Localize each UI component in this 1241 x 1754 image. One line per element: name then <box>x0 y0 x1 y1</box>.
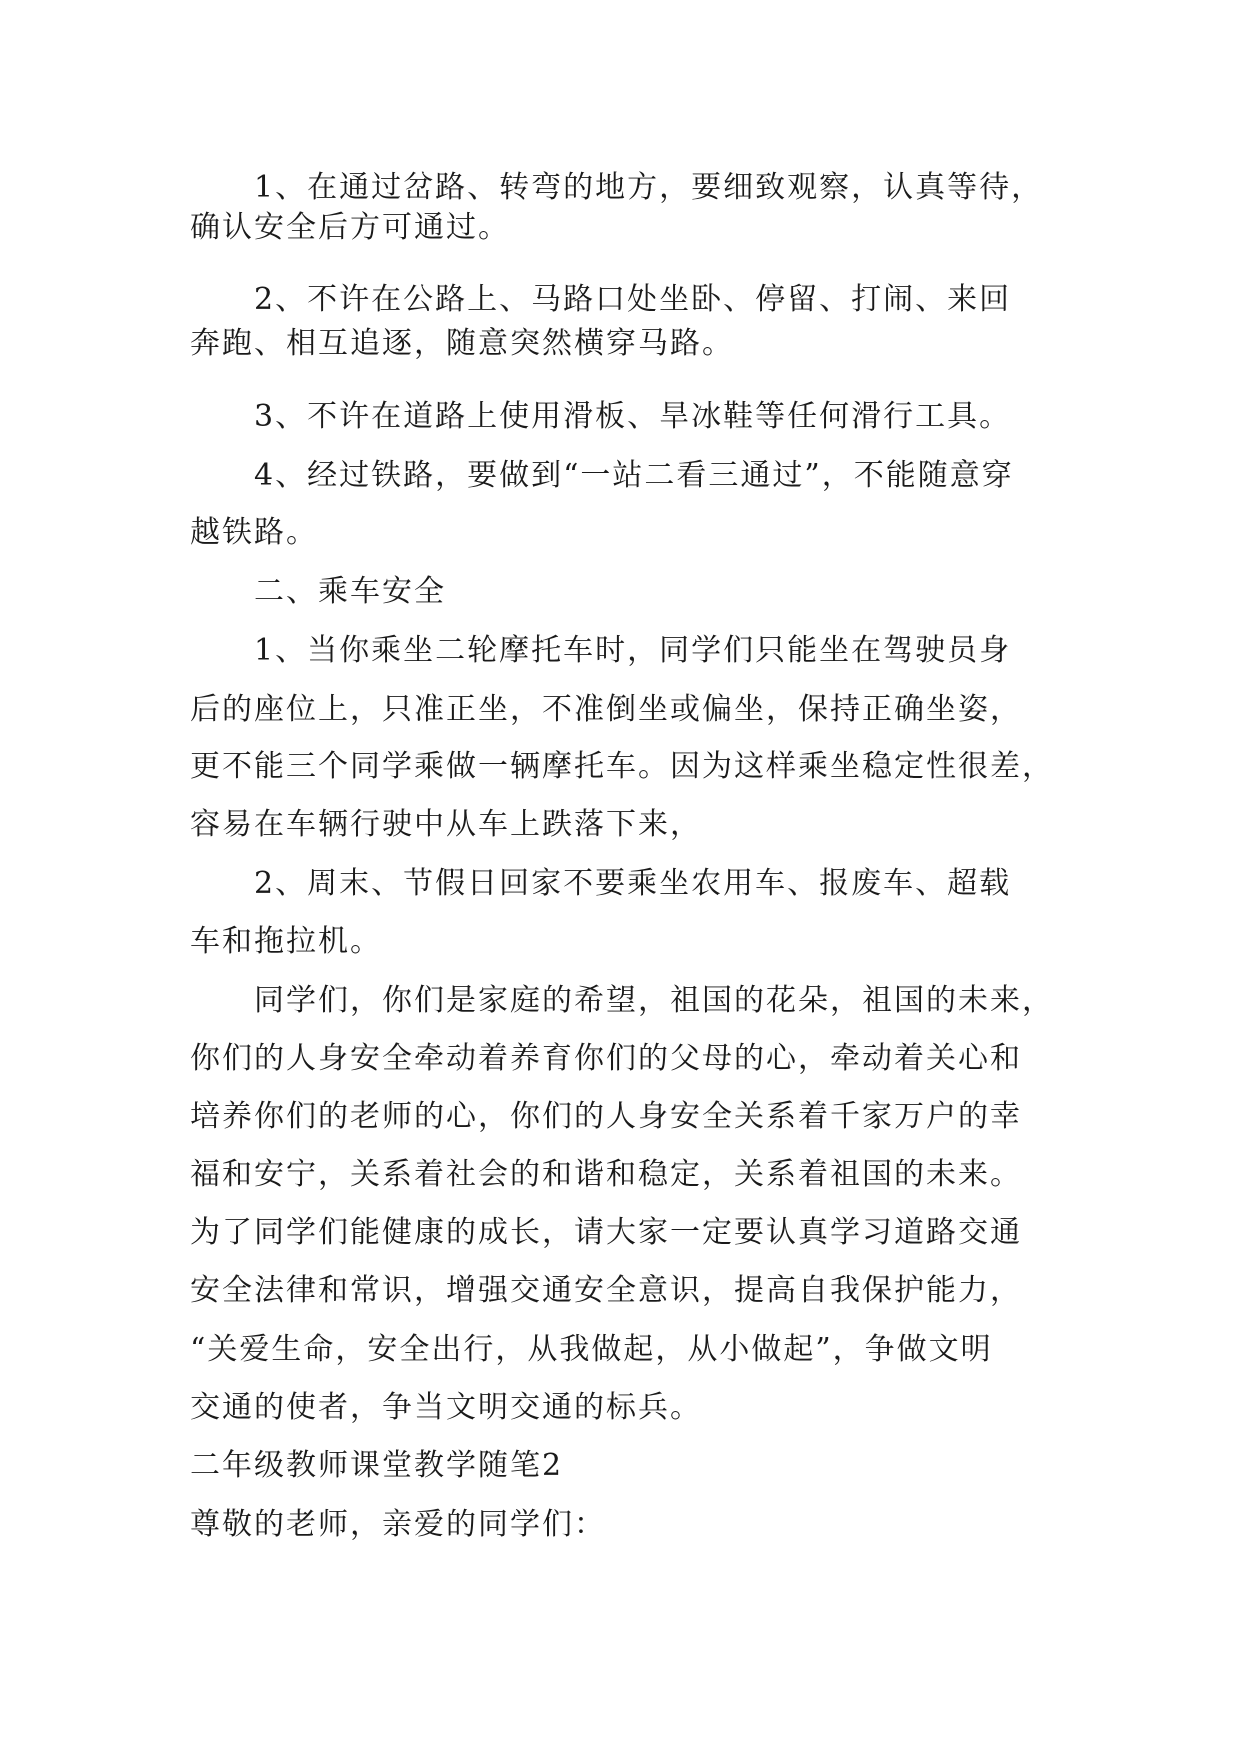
paragraph-line: 后的座位上，只准正坐，不准倒坐或偏坐，保持正确坐姿， <box>190 692 1022 727</box>
paragraph-line: 更不能三个同学乘做一辆摩托车。因为这样乘坐稳定性很差， <box>190 749 1054 784</box>
paragraph-line: 3、不许在道路上使用滑板、旱冰鞋等任何滑行工具。 <box>254 399 1012 434</box>
paragraph-line: 2、不许在公路上、马路口处坐卧、停留、打闹、来回 <box>254 282 1012 317</box>
paragraph-line: 车和拖拉机。 <box>190 924 382 959</box>
paragraph-line: 1、当你乘坐二轮摩托车时，同学们只能坐在驾驶员身 <box>254 633 1012 668</box>
paragraph-line: 福和安宁，关系着社会的和谐和稳定，关系着祖国的未来。 <box>190 1157 1022 1192</box>
paragraph-line: 培养你们的老师的心，你们的人身安全关系着千家万户的幸 <box>190 1099 1022 1134</box>
paragraph-line: 奔跑、相互追逐，随意突然横穿马路。 <box>190 326 734 361</box>
paragraph-line: 越铁路。 <box>190 515 318 550</box>
paragraph-line: 交通的使者，争当文明交通的标兵。 <box>190 1390 702 1425</box>
paragraph-line: 4、经过铁路，要做到“一站二看三通过”，不能随意穿 <box>254 458 1014 493</box>
paragraph-line: 1、在通过岔路、转弯的地方，要细致观察，认真等待， <box>254 170 1044 205</box>
salutation: 尊敬的老师，亲爱的同学们： <box>190 1507 606 1542</box>
paragraph-line: “关爱生命，安全出行，从我做起，从小做起”，争做文明 <box>190 1332 993 1367</box>
paragraph-line: 确认安全后方可通过。 <box>190 210 510 245</box>
paragraph-line: 容易在车辆行驶中从车上跌落下来， <box>190 807 702 842</box>
document-title: 二年级教师课堂教学随笔2 <box>190 1448 564 1483</box>
paragraph-line: 为了同学们能健康的成长，请大家一定要认真学习道路交通 <box>190 1215 1022 1250</box>
paragraph-line: 安全法律和常识，增强交通安全意识，提高自我保护能力， <box>190 1273 1022 1308</box>
paragraph-line: 你们的人身安全牵动着养育你们的父母的心，牵动着关心和 <box>190 1041 1022 1076</box>
section-heading: 二、乘车安全 <box>254 574 446 609</box>
paragraph-line: 2、周末、节假日回家不要乘坐农用车、报废车、超载 <box>254 866 1012 901</box>
paragraph-line: 同学们，你们是家庭的希望，祖国的花朵，祖国的未来， <box>254 983 1054 1018</box>
